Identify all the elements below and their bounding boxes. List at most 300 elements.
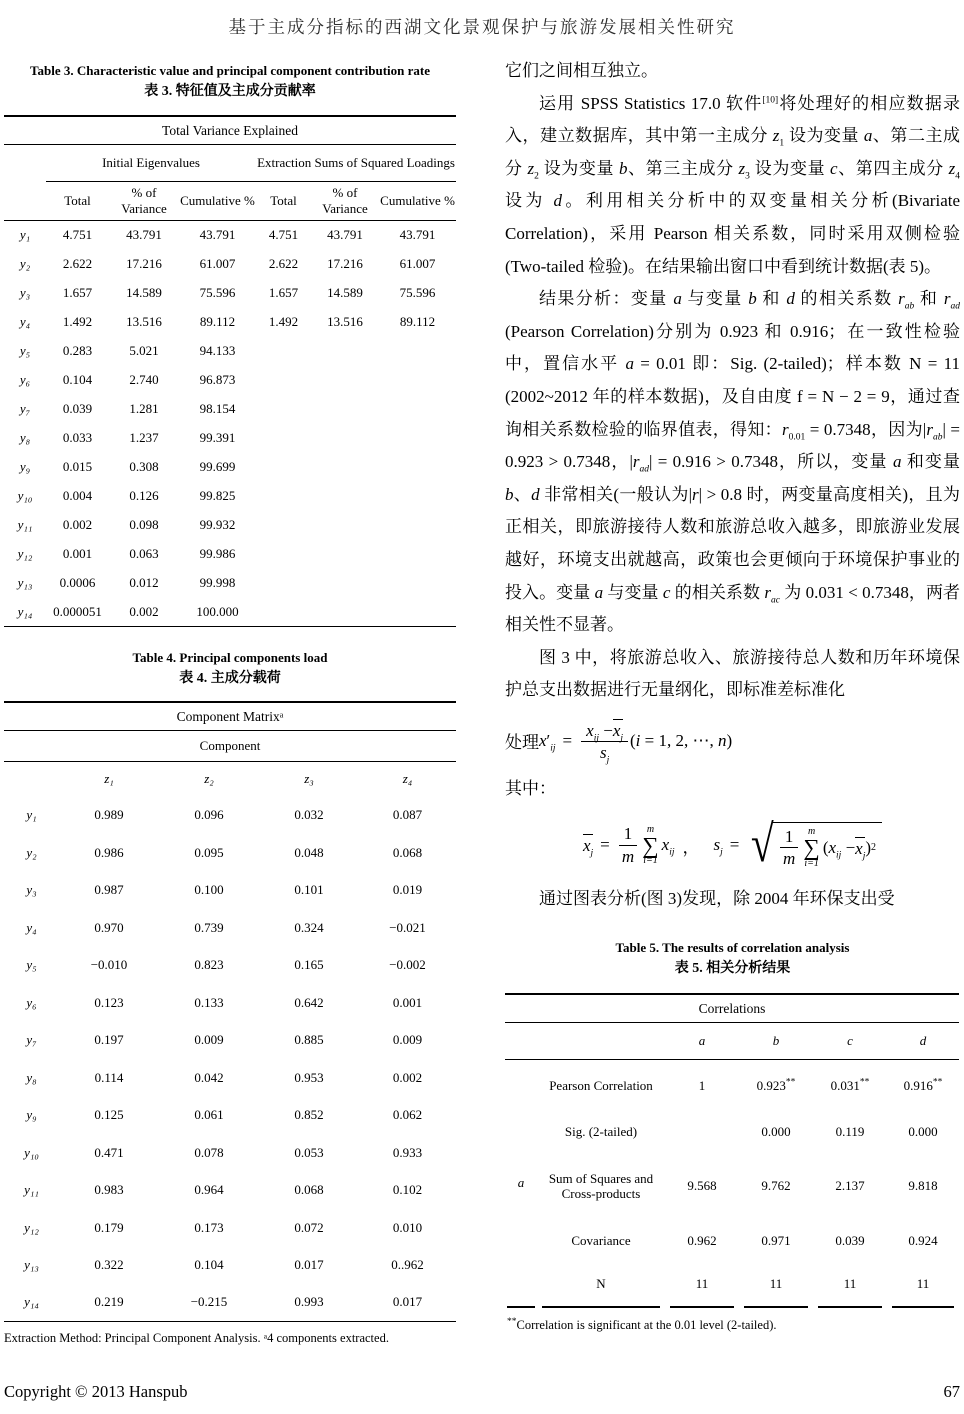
table-row (505, 1220, 959, 1262)
page-title: 基于主成分指标的西湖文化景观保护与旅游发展相关性研究 (228, 17, 736, 37)
comma: ， (682, 837, 700, 857)
column-header: Total (256, 182, 311, 221)
table-cell: 0.970 (94, 919, 124, 935)
table4-caption-en: Table 4. Principal components load (132, 650, 328, 666)
row-label: N (596, 1276, 606, 1292)
table-cell: 0.823 (194, 957, 224, 973)
row-label: y₁₀ (17, 488, 33, 504)
table5-correlations (505, 993, 959, 1308)
row-label: y₅ (26, 957, 37, 973)
table-cell: 0.063 (129, 546, 159, 562)
table-cell: 0.971 (761, 1233, 791, 1249)
table-cell: 0.133 (194, 994, 224, 1010)
table-cell: 0.471 (94, 1144, 124, 1160)
table-cell: 0.002 (129, 603, 159, 619)
sum-argument: $x_{ij}$ (661, 835, 675, 858)
table-cell (379, 366, 456, 395)
formula-lhs: $x'_{ij}$ (539, 730, 556, 754)
table-cell: 0.068 (392, 844, 423, 860)
row-group-label: a (517, 1175, 525, 1191)
table-cell: −0.010 (90, 957, 128, 973)
table-cell: 1.492 (62, 314, 93, 330)
table5-caption-zh: 表 5. 相关分析结果 (674, 961, 791, 977)
table-cell: 0.989 (94, 807, 124, 823)
table-cell: 99.699 (199, 459, 236, 475)
table-cell (256, 569, 311, 598)
row-label: Covariance (571, 1233, 631, 1249)
summation: m ∑ i=1 (642, 823, 659, 867)
table-row (505, 1152, 959, 1220)
table5-caption (505, 938, 960, 979)
table-cell: 0.197 (94, 1032, 124, 1048)
table-row (4, 569, 456, 598)
table-cell: 0.031** (830, 1077, 870, 1094)
paragraph: 它们之间相互独立。 (505, 61, 658, 80)
table-cell: 43.791 (126, 227, 162, 243)
table-cell: 0.048 (294, 844, 324, 860)
table-row (4, 1134, 456, 1172)
table-cell (256, 424, 311, 453)
table-cell: 0.068 (294, 1182, 324, 1198)
table-cell: 98.154 (199, 401, 236, 417)
table-cell: −0.215 (190, 1294, 228, 1310)
column-header: z₃ (304, 771, 314, 787)
row-label: y₁₁ (17, 517, 33, 533)
table-cell: 1.281 (129, 401, 159, 417)
table-cell (311, 395, 379, 424)
table-cell (311, 337, 379, 366)
table-cell (4, 762, 59, 797)
table-row (505, 1112, 959, 1152)
column-header: % of Variance (109, 182, 179, 221)
row-label: Sum of Squares and Cross-products (548, 1170, 654, 1202)
table-cell: 99.932 (199, 517, 236, 533)
table-cell (537, 1023, 665, 1060)
row-label: y₈ (19, 430, 31, 446)
table-cell: 0.002 (392, 1069, 423, 1085)
table4-note: Extraction Method: Principal Component Analysis. ᵃ4 components extracted. (4, 1330, 389, 1345)
square-root: √ $\frac{1}{m}$ m ∑ i=1 ($x_{ij}$ − $x_j$ ) 2 (748, 822, 882, 869)
x-bar: $x_j$ (582, 836, 594, 859)
row-label: Sig. (2-tailed) (564, 1124, 638, 1140)
table-cell: 0.001 (62, 546, 93, 562)
table-cell: 0.885 (294, 1032, 324, 1048)
table5-title: Correlations (505, 994, 959, 1023)
formula-standardization (505, 712, 960, 770)
numerator: 1 (619, 824, 638, 846)
table-cell (311, 366, 379, 395)
row-label: y₁₄ (24, 1294, 39, 1310)
table-cell: 89.112 (199, 314, 236, 330)
row-label: y₄ (19, 314, 31, 330)
table-cell (379, 569, 456, 598)
table-row (4, 308, 456, 337)
table-cell (311, 511, 379, 540)
table-cell: 0.983 (94, 1182, 124, 1198)
table-cell: 9.568 (687, 1178, 717, 1194)
table3-caption-zh: 表 3. 特征值及主成分贡献率 (144, 84, 316, 100)
table-cell: 2.740 (129, 372, 159, 388)
table-row (4, 1171, 456, 1209)
table-cell (256, 540, 311, 569)
table-cell: 0.000 (908, 1124, 938, 1140)
table-row (4, 182, 456, 221)
table4-group: Component (4, 731, 456, 762)
table-row (4, 453, 456, 482)
formula-mean-sd (505, 813, 960, 877)
table-cell: 11 (695, 1276, 709, 1292)
column-header: Total (46, 182, 109, 221)
table-cell (311, 482, 379, 511)
table-row (4, 731, 456, 762)
table-row (4, 598, 456, 627)
row-label: Pearson Correlation (549, 1078, 653, 1094)
row-label: y₇ (26, 1032, 37, 1048)
table-cell: 0.986 (94, 844, 124, 860)
table-row (4, 796, 456, 834)
table4-title: Component Matrixᵃ (4, 702, 456, 731)
table-cell: 0.322 (94, 1257, 124, 1273)
column-header: Cumulative % (379, 182, 456, 221)
column-gap (456, 55, 505, 1346)
row-label: y₃ (19, 285, 31, 301)
table-cell: 1.237 (129, 430, 159, 446)
table-cell (379, 511, 456, 540)
column-header: z₁ (104, 771, 114, 787)
table-row (4, 279, 456, 308)
table-cell: 0.101 (294, 882, 324, 898)
table-cell: 0.179 (94, 1219, 124, 1235)
table-cell: 1.492 (268, 314, 299, 330)
x-bar: $x_j$ (612, 720, 623, 744)
table-cell (379, 337, 456, 366)
sigma-symbol: ∑ (803, 835, 820, 861)
row-label: y₂ (19, 256, 31, 272)
table-cell (4, 145, 46, 182)
table-row (4, 984, 456, 1022)
table3-title: Total Variance Explained (4, 116, 456, 145)
table-cell (4, 182, 46, 221)
table-cell: 0.283 (62, 343, 93, 359)
table-cell: 0.993 (294, 1294, 324, 1310)
x-bar: $x_j$ (855, 838, 866, 862)
column-header: % of Variance (311, 182, 379, 221)
paragraph: 运用 SPSS Statistics 17.0 软件[10]将处理好的相应数据录入，建立数据库，其中第一主成分 $z_1$ 设为变量 a、第二主成分 $z_2$ 设为变量 b、第三主成分 $z_3$ 设为变量 c、第四主成分 $z_4$ 设为 d。利用相关分析中的双变量相关分析(Bivariate Correlation)，采用 Pearson 相关系数，同时采用双侧检验(Two-tailed 检验)。在结果输出窗口中看到统计数据(表 5)。 (505, 93, 961, 276)
table-row (4, 337, 456, 366)
table-cell (311, 424, 379, 453)
table-cell: 13.516 (126, 314, 162, 330)
table-cell: 0.001 (392, 994, 423, 1010)
table-cell: 61.007 (399, 256, 436, 272)
table-cell: 0.012 (129, 575, 159, 591)
table-cell: 0.061 (194, 1107, 224, 1123)
table-cell: 0.0006 (59, 575, 96, 591)
radical-sign: √ (751, 816, 775, 874)
equals-sign: = (729, 835, 740, 855)
table-cell: 0.123 (94, 994, 124, 1010)
table-cell: 0.017 (392, 1294, 423, 1310)
equals-sign: = (562, 730, 573, 750)
table-row (4, 250, 456, 279)
table-row (4, 1021, 456, 1059)
table-cell: 0.004 (62, 488, 93, 504)
table-cell: 99.998 (199, 575, 236, 591)
table-cell: 0.964 (194, 1182, 224, 1198)
table-row (4, 221, 456, 250)
denominator: m (621, 846, 635, 866)
table3-total-variance (4, 115, 456, 627)
table-cell: 0.119 (835, 1124, 865, 1140)
table-cell (665, 1112, 739, 1152)
table-cell: 14.589 (327, 285, 363, 301)
column-header: z₂ (204, 771, 214, 787)
table-cell: 0.165 (294, 957, 324, 973)
table-cell: 0.923** (756, 1077, 796, 1094)
table-cell: 0.002 (62, 517, 93, 533)
fraction: $\frac{1}{m}$ (780, 827, 799, 869)
column-header: c (813, 1023, 887, 1060)
table-cell (256, 511, 311, 540)
row-label: y₁₂ (17, 546, 33, 562)
table-row (4, 1246, 456, 1284)
row-label: y₁ (19, 227, 31, 243)
paragraph: 结果分析：变量 a 与变量 b 和 d 的相关系数 $r_{ab}$ 和 $r_{ad}$ (Pearson Correlation)分别为 0.923 和 0.916；在一致性检验中，置信水平 a = 0.01 即：Sig. (2-tailed)；样本数 N = 11 (2002~2012 年的样本数据)，及自由度 f = N − 2 = 9，通过查询相关系数检验的临界值表，得知：$r_{0.01} = 0.7348$，因为$|r_{ab}| = 0.923 > 0.7348$，$|r_{ad}| = 0.916 > 0.7348$，所以，变量 a 和变量 b、d 非常相关(一般认为|r| > 0.8 时，两变量高度相关)，且为正相关，即旅游接待人数和旅游总收入越多，即旅游业发展越好，环境支出就越高，政策也会更倾向于环境保护事业的投入。变量 a 与变量 c 的相关系数 $r_{ac}$ 为 0.031 < 0.7348，两者相关性不显著。 (505, 289, 961, 635)
table-cell (256, 482, 311, 511)
table-row (4, 424, 456, 453)
column-header: d (887, 1023, 959, 1060)
table-cell: 0.102 (392, 1182, 423, 1198)
table-cell: 9.818 (908, 1178, 938, 1194)
table-cell: 0.019 (392, 882, 423, 898)
table-row (4, 871, 456, 909)
table-cell: 17.216 (126, 256, 162, 272)
table-cell: 14.589 (126, 285, 162, 301)
table-cell: 11 (843, 1276, 857, 1292)
table-cell (379, 424, 456, 453)
sd-lhs: $s_j$ (713, 835, 723, 858)
row-label: y₁₁ (24, 1182, 39, 1198)
table-cell: 0.039 (62, 401, 93, 417)
table-cell: 0.100 (194, 882, 224, 898)
table-cell: 1.657 (268, 285, 299, 301)
page-footer (4, 1382, 960, 1402)
row-label: y₃ (26, 882, 37, 898)
table-cell (379, 482, 456, 511)
table-cell: 0.096 (194, 807, 224, 823)
table-row (4, 1284, 456, 1322)
table-cell: 0.032 (294, 807, 324, 823)
row-label: y₄ (26, 919, 37, 935)
table-cell: 0.642 (294, 994, 324, 1010)
table-cell: 0.916** (903, 1077, 943, 1094)
paragraph: 通过图表分析(图 3)发现，除 2004 年环保支出受 (539, 889, 895, 909)
table-cell (256, 598, 311, 627)
table-cell: 0.324 (294, 919, 324, 935)
table-cell: 13.516 (327, 314, 363, 330)
copyright: Copyright © 2013 Hanspub (4, 1382, 188, 1401)
table-row (505, 1262, 959, 1306)
row-label: y₇ (19, 401, 31, 417)
table-cell (379, 540, 456, 569)
table-cell: 11 (916, 1276, 930, 1292)
table-row (4, 909, 456, 947)
denominator: $s_j$ (599, 743, 610, 766)
table-cell: 0.033 (62, 430, 93, 446)
table-bottom-rule (505, 1306, 959, 1308)
formula-lead: 处理 (505, 733, 539, 753)
table-cell (505, 1023, 537, 1060)
column-header: z₄ (402, 771, 413, 787)
table-cell: −0.002 (389, 957, 426, 973)
table-row (4, 702, 456, 731)
table-row (505, 1060, 959, 1113)
right-column (505, 55, 960, 1346)
table-cell: 0.962 (687, 1233, 717, 1249)
table-cell: 2.622 (62, 256, 93, 272)
table-cell: 9.762 (761, 1178, 791, 1194)
row-label: y₁ (26, 807, 37, 823)
table-cell: 0.053 (294, 1144, 324, 1160)
table-row (4, 116, 456, 145)
left-column (4, 55, 456, 1346)
table-row (4, 145, 456, 182)
row-label: y₂ (26, 844, 37, 860)
table-row (4, 366, 456, 395)
table-cell (256, 395, 311, 424)
row-label: y₈ (26, 1069, 37, 1085)
table-cell: 4.751 (268, 227, 299, 243)
table-cell: 2.137 (835, 1178, 865, 1194)
table-cell: 0.095 (194, 844, 224, 860)
table-cell: 0.852 (294, 1107, 324, 1123)
row-label: y₁₃ (17, 575, 33, 591)
table-cell: 0.062 (392, 1107, 423, 1123)
table3-group2: Extraction Sums of Squared Loadings (256, 145, 456, 182)
table-cell: 0.114 (94, 1069, 124, 1085)
table-row (4, 1209, 456, 1247)
table-cell: 0.987 (94, 882, 124, 898)
table5-caption-en: Table 5. The results of correlation analysis (615, 940, 850, 956)
table-row (505, 994, 959, 1023)
table-row (4, 1059, 456, 1097)
table-cell: 0.017 (294, 1257, 324, 1273)
table-cell: 0.739 (194, 919, 224, 935)
table-cell: 2.622 (268, 256, 299, 272)
row-label: y₁₃ (24, 1257, 39, 1273)
fraction (619, 824, 638, 866)
table-row (4, 762, 456, 797)
table-cell: 0.308 (129, 459, 159, 475)
table-cell: 99.825 (199, 488, 236, 504)
row-label: y₆ (26, 994, 37, 1010)
table-cell: 43.791 (199, 227, 236, 243)
table-cell: 94.133 (199, 343, 236, 359)
table4-component-matrix (4, 701, 456, 1322)
row-label: y₉ (19, 459, 31, 475)
table-cell: 0.104 (194, 1257, 224, 1273)
table4-caption (4, 648, 456, 689)
table-row (4, 395, 456, 424)
table-cell: 0.104 (62, 372, 93, 388)
table-cell: 0.126 (129, 488, 159, 504)
table3-caption-en: Table 3. Characteristic value and principal component contribution rate (30, 63, 430, 78)
table-cell (256, 366, 311, 395)
table-cell: 0.072 (294, 1219, 324, 1235)
sigma-symbol: ∑ (642, 832, 659, 858)
table-cell: 0.125 (94, 1107, 124, 1123)
table-cell: 99.986 (199, 546, 236, 562)
table-cell (379, 598, 456, 627)
table-cell: 75.596 (199, 285, 236, 301)
sqrt-argument: ($x_{ij}$ − (822, 837, 856, 861)
table5-footnote: **Correlation is significant at the 0.01 level (2-tailed). (507, 1317, 777, 1333)
table-row (4, 482, 456, 511)
table-cell: 0.098 (129, 517, 159, 533)
table-cell: 89.112 (399, 314, 436, 330)
column-header: a (665, 1023, 739, 1060)
table3-caption (4, 61, 456, 102)
paragraph: 其中： (505, 778, 556, 798)
table-cell (379, 453, 456, 482)
row-label: y₆ (19, 372, 31, 388)
table-cell: 11 (769, 1276, 783, 1292)
table-cell (256, 453, 311, 482)
table-cell (256, 337, 311, 366)
table-cell: 17.216 (327, 256, 363, 272)
table-cell: 0.000 (761, 1124, 791, 1140)
table-cell: 43.791 (399, 227, 436, 243)
page-number: 67 (943, 1382, 960, 1401)
table-cell: 0.010 (392, 1219, 423, 1235)
table-cell: 0.924 (908, 1233, 938, 1249)
numerator: $x_{ij}$ − (586, 720, 613, 744)
table-cell (311, 598, 379, 627)
table-cell (311, 453, 379, 482)
fraction (581, 719, 628, 766)
table-row (4, 946, 456, 984)
table-cell: 96.873 (199, 372, 236, 388)
table-cell: 0.015 (62, 459, 93, 475)
table-cell: 61.007 (199, 256, 236, 272)
table-cell: 0.087 (392, 807, 423, 823)
formula-domain: (i = 1, 2, ⋯, n) (630, 730, 733, 750)
table-cell: 1 (698, 1078, 706, 1094)
table4-caption-zh: 表 4. 主成分载荷 (179, 671, 281, 687)
table-cell (379, 395, 456, 424)
table-cell: 5.021 (129, 343, 159, 359)
table-cell: 1.657 (62, 285, 93, 301)
row-label: y₉ (26, 1107, 37, 1123)
table-cell: 0.000051 (53, 603, 102, 619)
summation: m ∑ i=1 (803, 826, 820, 869)
table-row (4, 540, 456, 569)
table-row (505, 1023, 959, 1060)
table-cell: 0.933 (392, 1144, 423, 1160)
table-cell (311, 569, 379, 598)
table-cell: 0.009 (392, 1032, 423, 1048)
table-cell: −0.021 (389, 919, 426, 935)
equals-sign: = (600, 835, 610, 855)
table-cell: 0.078 (194, 1144, 224, 1160)
table-row (4, 511, 456, 540)
row-label: y₁₄ (17, 603, 33, 619)
table-cell: 0.953 (294, 1069, 324, 1085)
table-cell: 100.000 (196, 603, 239, 619)
table-cell: 0.039 (835, 1233, 865, 1249)
table-cell (311, 540, 379, 569)
row-label: y₁₀ (24, 1144, 39, 1160)
paragraph: 图 3 中，将旅游总收入、旅游接待总人数和历年环境保护总支出数据进行无量纲化，即标准差标准化 (505, 647, 960, 700)
